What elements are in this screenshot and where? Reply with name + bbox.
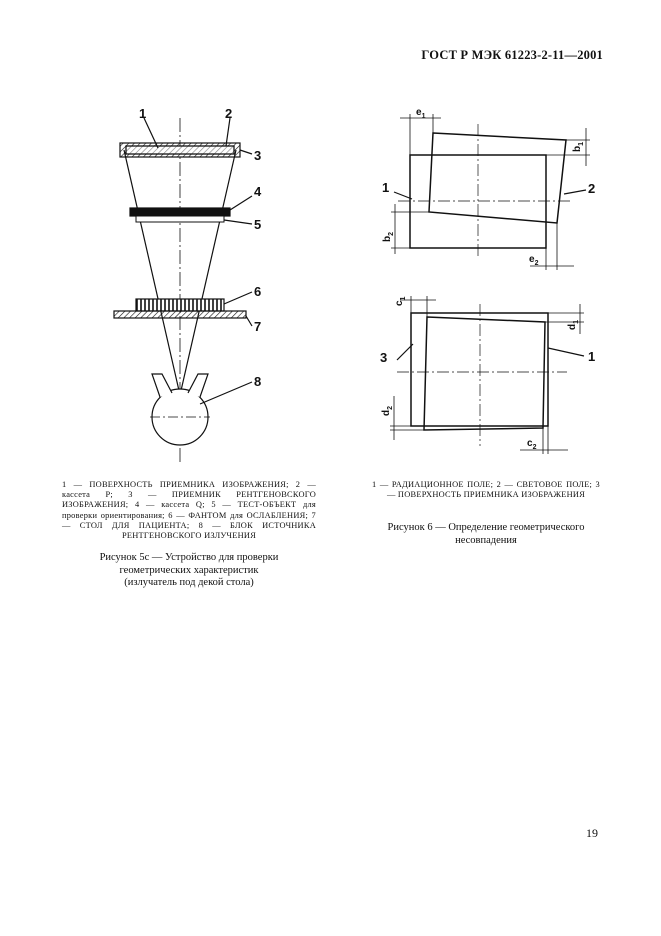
fig6-dim-b2: $b_2$ [382,231,395,242]
figure-6-caption [372,522,600,547]
fig6-label-2: 2 [588,181,596,196]
fig6-label-1-bottom: 1 [588,349,596,364]
fig6-dim-e1: $e_1$ [416,107,426,120]
document-header: ГОСТ Р МЭК 61223-2-11—2001 [421,48,603,62]
fig5c-label-7: 7 [254,319,262,334]
fig5c-label-8: 8 [254,374,262,389]
fig6-dim-c1: $c_1$ [394,296,407,306]
fig5c-label-1: 1 [139,106,147,121]
figure-6-caption-line: несовпадения [455,534,517,546]
fig6-dim-e2: $e_2$ [529,254,539,267]
fig6-label-3: 3 [380,350,388,365]
figure-6-legend: 1 — РАДИАЦИОННОЕ ПОЛЕ; 2 — СВЕТОВОЕ ПОЛЕ; 3 — ПОВЕРХНОСТЬ ПРИЕМНИКА ИЗОБРАЖЕНИЯ [372,480,600,500]
figure-5c-legend: 1 — ПОВЕРХНОСТЬ ПРИЕМНИКА ИЗОБРАЖЕНИЯ; 2 — кассета P; 3 — ПРИЕМНИК РЕНТГЕНОВСКОГО ИЗОБРАЖЕНИЯ; 4 — кассета Q; 5 — ТЕСТ-ОБЪЕКТ для проверки ориентирования; 6 — ФАНТОМ для ОСЛАБЛЕНИЯ; 7 — СТОЛ ДЛЯ ПАЦИЕНТА; 8 — БЛОК ИСТОЧНИКА РЕНТГЕНОВСКОГО ИЗЛУЧЕНИЯ [62,480,316,541]
page-number: 19 [586,826,598,840]
fig6-dim-d1: $d_1$ [567,319,580,330]
figure-5c-caption-line: (излучатель под декой стола) [124,577,254,588]
figure-5c-caption-line: геометрических характеристик [119,564,259,576]
figure-5c-caption-line: Рисунок 5с — Устройство для проверки [99,552,279,563]
fig5c-label-4: 4 [254,184,262,199]
fig5c-label-6: 6 [254,284,262,299]
fig5c-label-5: 5 [254,217,262,232]
figure-6-caption-line: Рисунок 6 — Определение геометрического [387,522,585,533]
figure-5c-caption [62,552,316,590]
fig6-dim-d2: $d_2$ [381,405,394,416]
fig5c-label-3: 3 [254,148,262,163]
fig6-dim-b1: $b_1$ [572,141,585,152]
fig6-dim-c2: $c_2$ [527,438,537,451]
fig5c-label-2: 2 [225,106,233,121]
fig6-label-1-top: 1 [382,180,390,195]
